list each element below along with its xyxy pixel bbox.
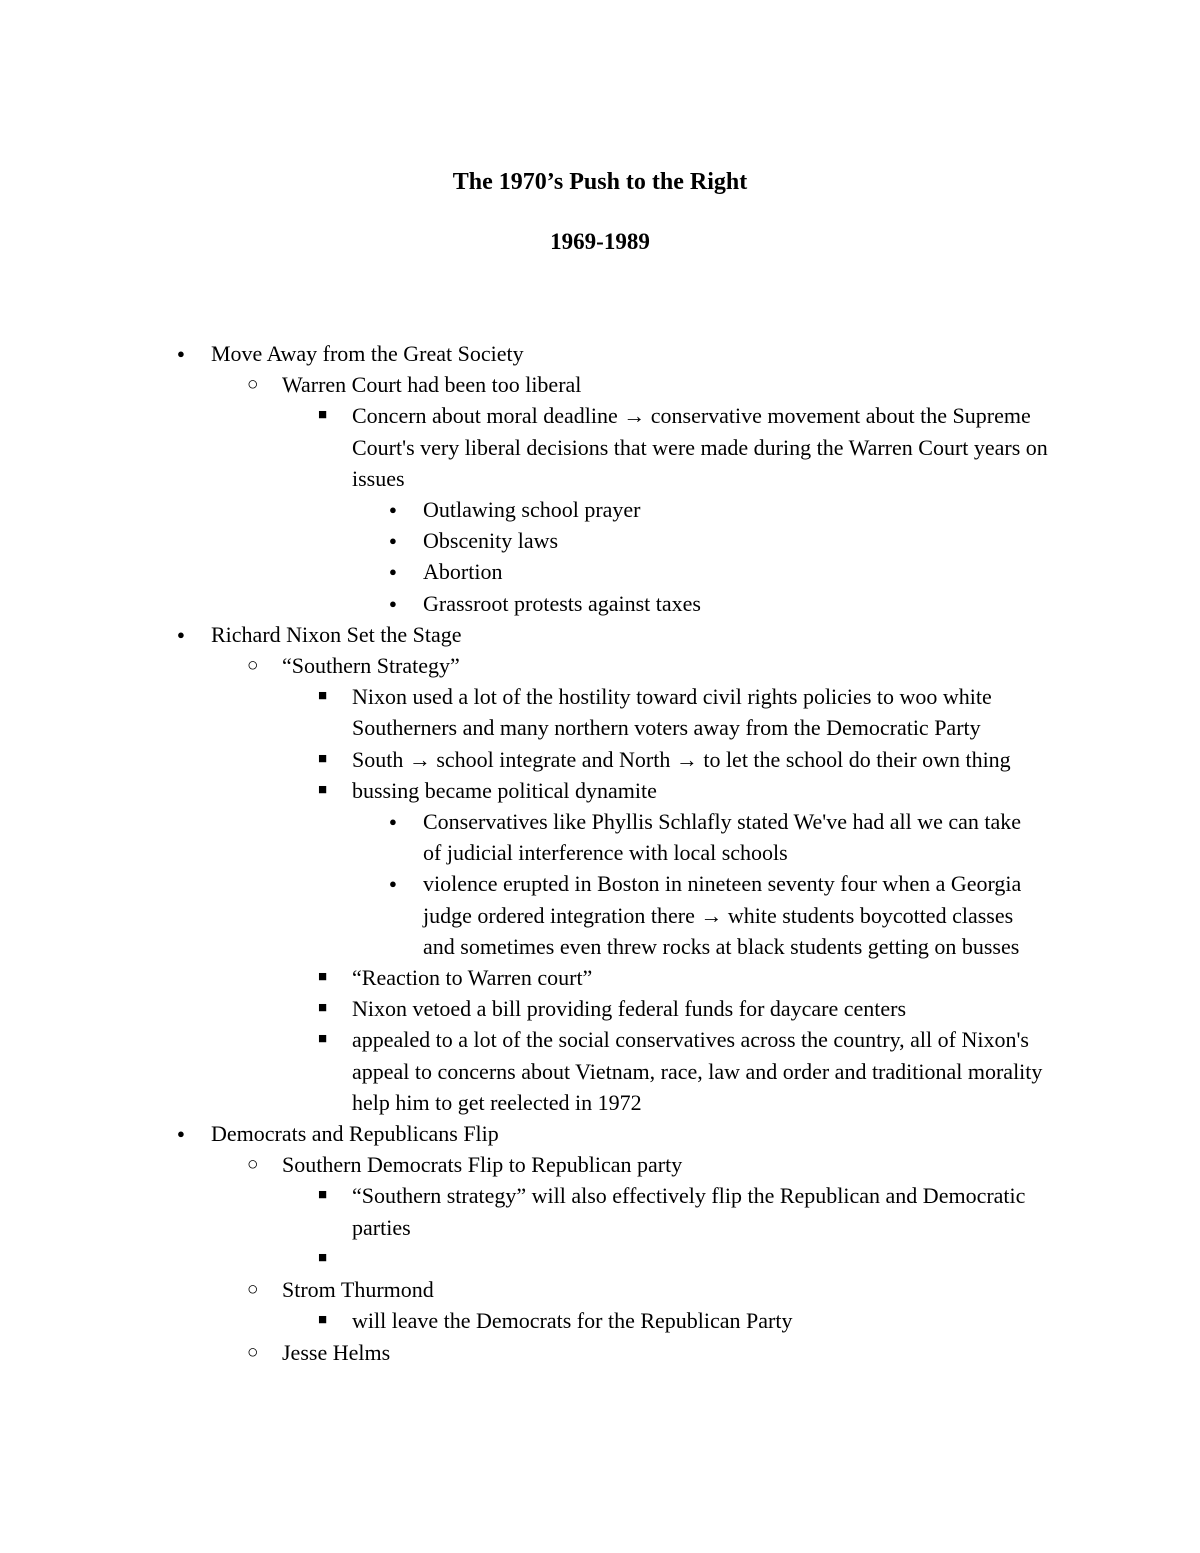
- outline-item-text: Obscenity laws: [423, 528, 559, 554]
- bullet-icon: ■: [318, 407, 328, 424]
- outline-item-level-4: [0, 588, 1200, 619]
- outline-item-level-3: [0, 681, 1200, 743]
- outline-item-level-3: [0, 744, 1200, 775]
- outline-item-text: Outlawing school prayer: [423, 497, 641, 523]
- bullet-icon: ●: [389, 502, 397, 518]
- bullet-icon: ■: [318, 781, 328, 798]
- outline-item-level-4: [0, 868, 1200, 962]
- outline-item-level-4: [0, 494, 1200, 525]
- bullet-icon: ●: [389, 533, 397, 549]
- bullet-icon: ○: [247, 1341, 259, 1363]
- outline-item-level-3: [0, 962, 1200, 993]
- outline-item-level-2: [0, 1149, 1200, 1180]
- outline-item-text: [352, 1243, 1072, 1274]
- outline-item-text: Abortion: [423, 559, 503, 585]
- outline-item-text: Warren Court had been too liberal: [282, 372, 582, 398]
- outline-item-text: South → school integrate and North → to let the school do their own thing: [352, 746, 1011, 772]
- outline-item-text: “Southern strategy” will also effectively flip the Republican and Democratic parties: [352, 1183, 1026, 1240]
- outline-item-level-3: [0, 1024, 1200, 1118]
- outline-item-level-4: [0, 525, 1200, 556]
- bullet-icon: ■: [318, 969, 328, 986]
- bullet-icon: ■: [318, 688, 328, 705]
- outline-list: [0, 338, 1200, 1368]
- bullet-icon: ○: [247, 1154, 259, 1176]
- bullet-icon: ●: [177, 346, 185, 361]
- outline-item-text: Nixon used a lot of the hostility toward civil rights policies to woo white Southerners and many northern voters away from the Democratic Party: [352, 684, 992, 741]
- outline-item-level-1: [0, 619, 1200, 650]
- outline-item-text: appealed to a lot of the social conservatives across the country, all of Nixon's appeal to concerns about Vietnam, race, law and order and traditional morality help him to get reelected in 1972: [352, 1027, 1043, 1115]
- outline-item-level-3: [0, 775, 1200, 806]
- bullet-icon: ■: [318, 1249, 328, 1266]
- outline-item-level-2: [0, 1274, 1200, 1305]
- bullet-icon: ○: [247, 655, 259, 677]
- outline-item-text: Southern Democrats Flip to Republican party: [282, 1152, 683, 1178]
- outline-item-level-3: [0, 993, 1200, 1024]
- outline-item-text: will leave the Democrats for the Republican Party: [352, 1308, 793, 1334]
- outline-item-level-1: [0, 338, 1200, 369]
- bullet-icon: ●: [389, 564, 397, 580]
- document-subtitle: 1969-1989: [550, 229, 650, 254]
- outline-item-text: violence erupted in Boston in nineteen seventy four when a Georgia judge ordered integration there → white students boycotted classes and sometimes even threw rocks at black students getting on busses: [423, 871, 1022, 959]
- outline-item-text: Democrats and Republicans Flip: [211, 1121, 499, 1147]
- outline-item-level-2: [0, 650, 1200, 681]
- bullet-icon: ●: [177, 626, 185, 642]
- outline-item-level-3: [0, 1305, 1200, 1336]
- outline-item-level-4: [0, 806, 1200, 868]
- outline-item-level-2: [0, 1337, 1200, 1368]
- bullet-icon: ●: [389, 876, 397, 892]
- bullet-icon: ○: [247, 374, 259, 396]
- outline-item-text: Richard Nixon Set the Stage: [211, 621, 462, 647]
- document-title: The 1970’s Push to the Right: [452, 169, 748, 195]
- bullet-icon: ■: [318, 1000, 328, 1017]
- outline-item-text: Concern about moral deadline → conservative movement about the Supreme Court's very liberal decisions that were made during the Warren Court years on issues: [352, 403, 1048, 491]
- bullet-icon: ●: [389, 814, 397, 830]
- outline-item-text: bussing became political dynamite: [352, 777, 657, 803]
- outline-item-text: “Reaction to Warren court”: [352, 965, 593, 991]
- outline-item-text: Strom Thurmond: [282, 1277, 434, 1303]
- outline-item-level-2: [0, 369, 1200, 400]
- outline-item-level-3: [0, 400, 1200, 494]
- bullet-icon: ○: [247, 1279, 259, 1301]
- bullet-icon: ■: [318, 1187, 328, 1204]
- bullet-icon: ●: [177, 1126, 185, 1142]
- outline-item-text: Jesse Helms: [282, 1339, 391, 1365]
- outline-item-level-1: [0, 1118, 1200, 1149]
- outline-item-text: Move Away from the Great Society: [211, 341, 524, 366]
- outline-item-level-3: [0, 1180, 1200, 1242]
- outline-item-text: Nixon vetoed a bill providing federal funds for daycare centers: [352, 996, 907, 1022]
- bullet-icon: ■: [318, 1031, 328, 1048]
- outline-item-level-3: [0, 1243, 1200, 1274]
- bullet-icon: ■: [318, 750, 328, 767]
- bullet-icon: ●: [389, 595, 397, 611]
- outline-item-text: Conservatives like Phyllis Schlafly stated We've had all we can take of judicial interference with local schools: [423, 809, 1022, 866]
- outline-item-text: “Southern Strategy”: [282, 653, 460, 679]
- bullet-icon: ■: [318, 1312, 328, 1329]
- outline-item-level-4: [0, 556, 1200, 587]
- outline-item-text: Grassroot protests against taxes: [423, 590, 701, 616]
